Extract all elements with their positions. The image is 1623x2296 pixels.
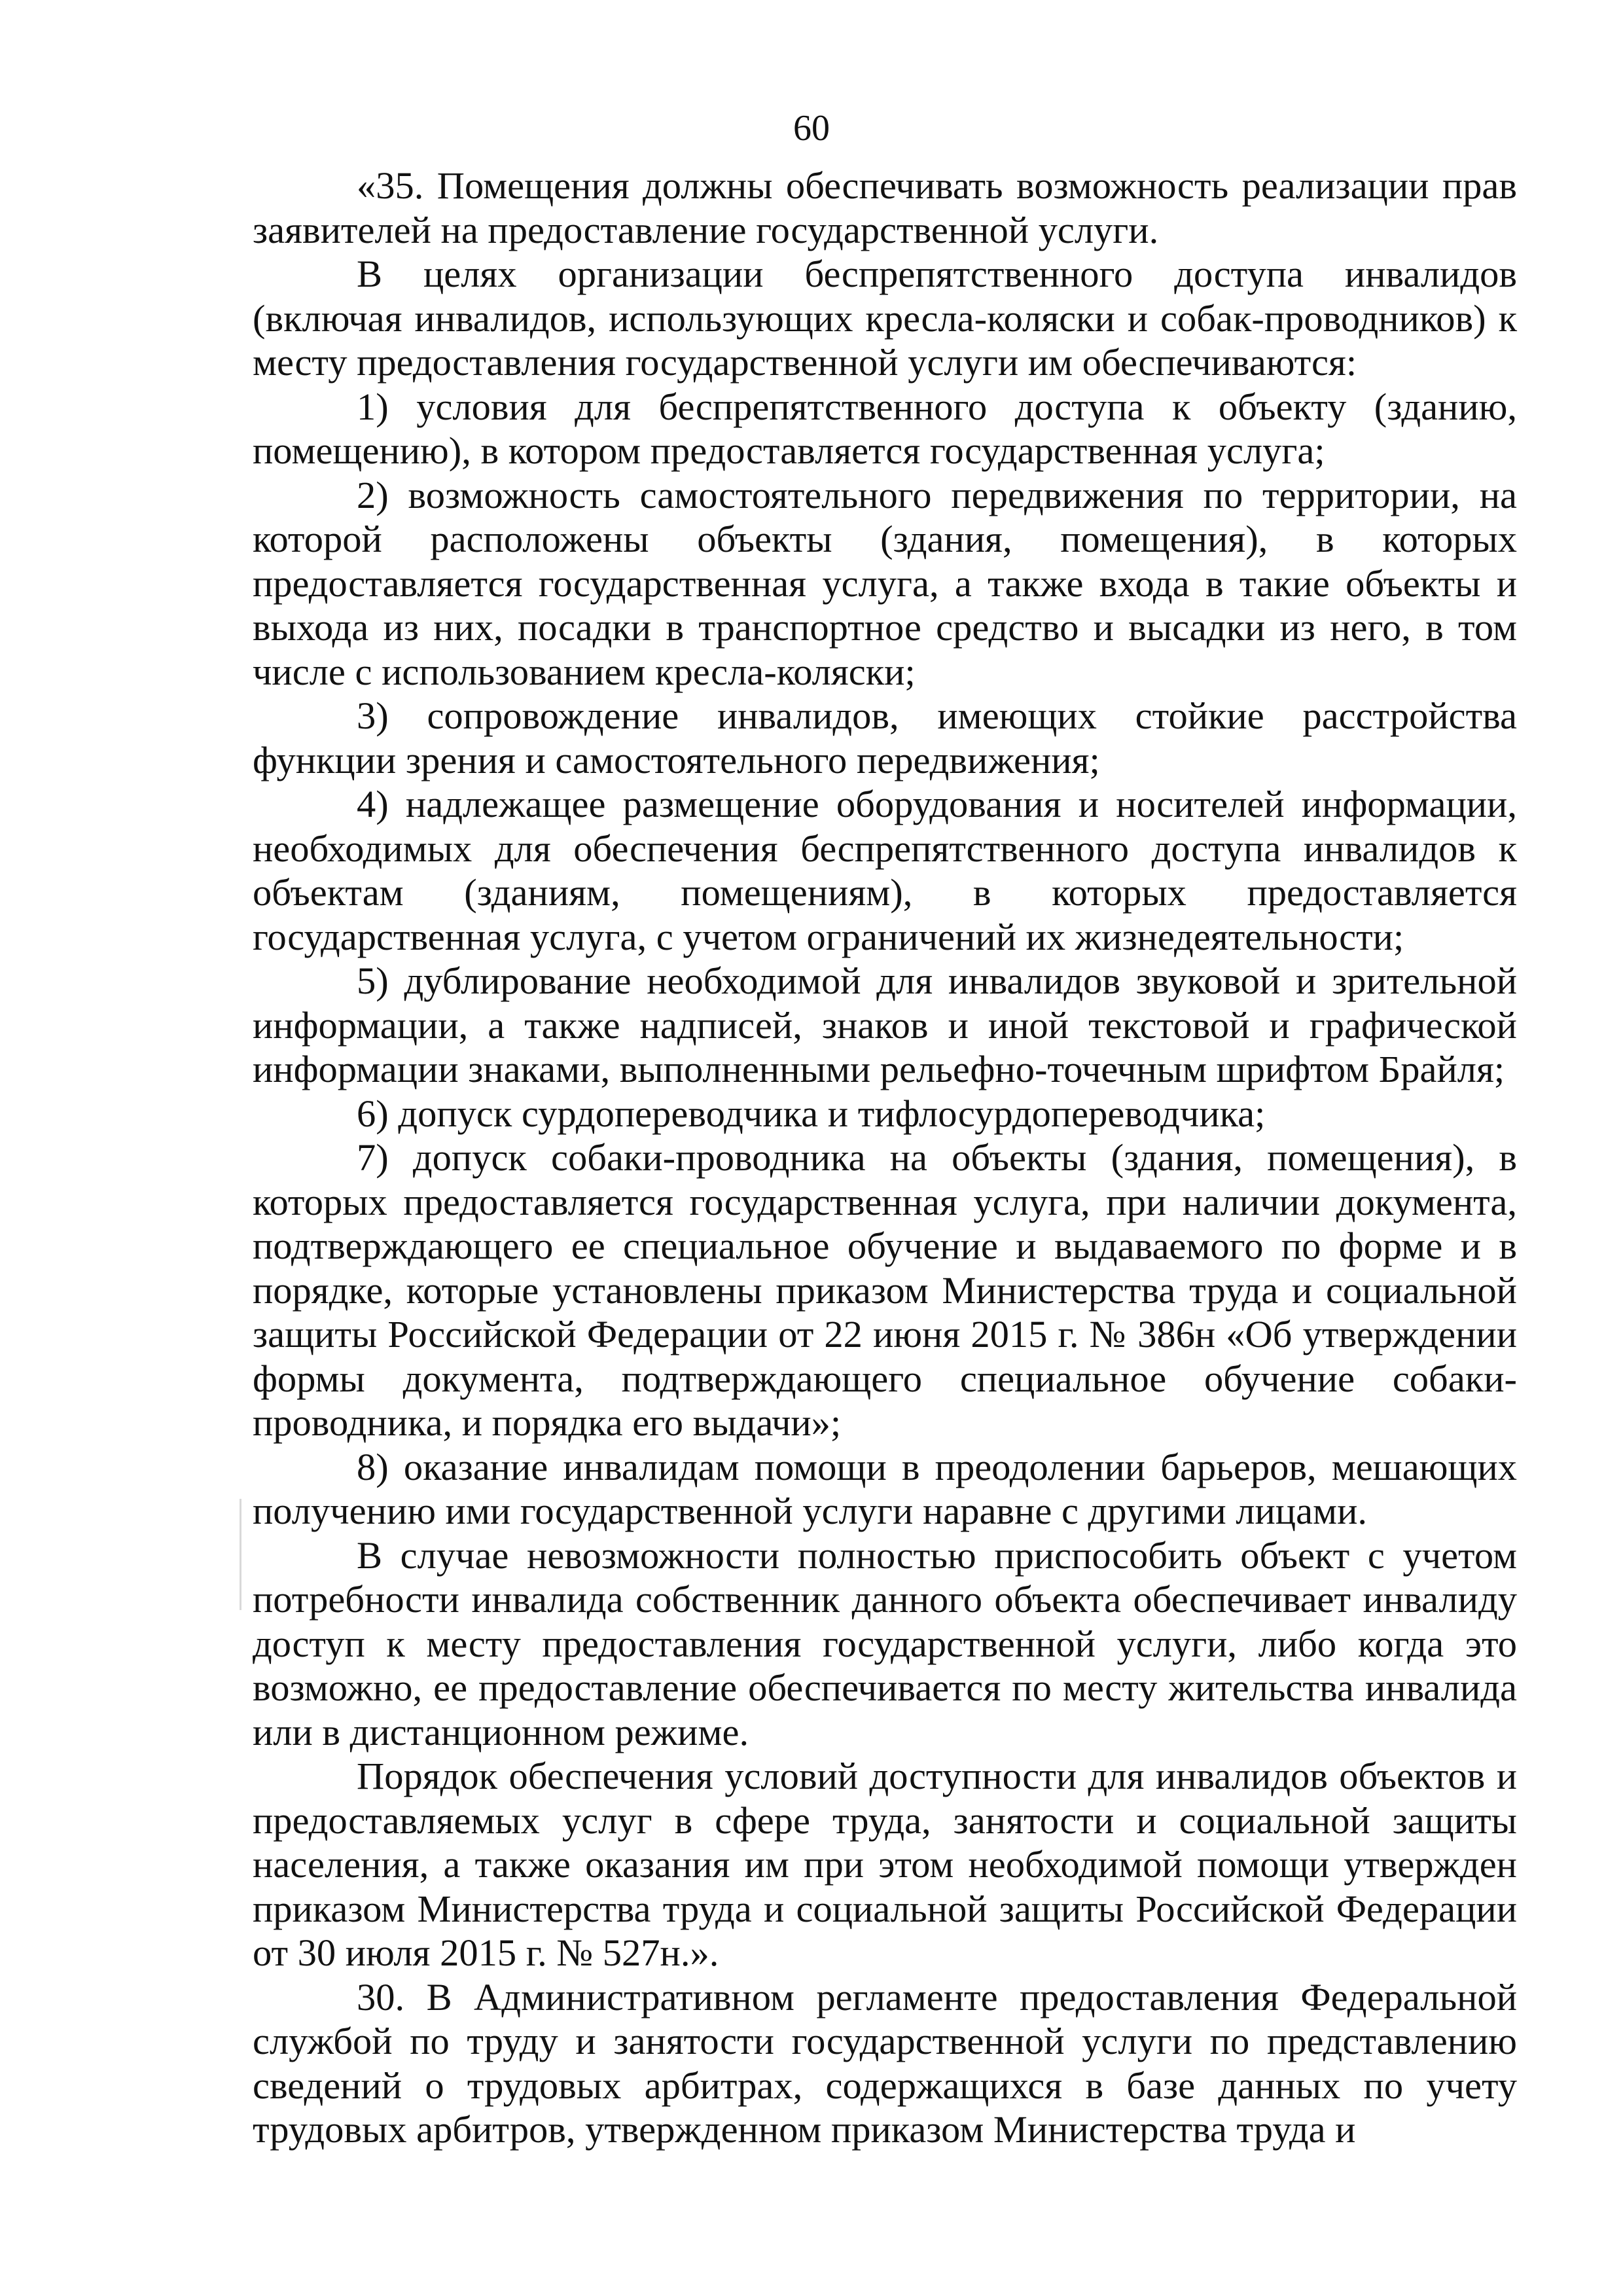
scan-margin-mark <box>240 1499 241 1610</box>
list-item-2: 2) возможность самостоятельного передвижения по территории, на которой расположены объекты (здания, помещения), в которых предоставляется государственная услуга, а также входа в такие объекты и выхода из них, посадки в транспортное средство и высадки из него, в том числе с использованием кресла-коляски; <box>253 473 1517 693</box>
list-item-5: 5) дублирование необходимой для инвалидов звуковой и зрительной информации, а также надписей, знаков и иной текстовой и графической информации знаками, выполненными рельефно-точечным шрифтом Брайля; <box>253 960 1517 1090</box>
page-number: 60 <box>793 108 830 149</box>
list-item-4: 4) надлежащее размещение оборудования и носителей информации, необходимых для обеспечения беспрепятственного доступа инвалидов к объектам (зданиям, помещениям), в которых предоставляется государственная услуга, с учетом ограничений их жизнедеятельности; <box>253 783 1517 958</box>
paragraph-approval-order: Порядок обеспечения условий доступности для инвалидов объектов и предоставляемых услуг в сфере труда, занятости и социальной защиты населения, а также оказания им при этом необходимой помощи утвержден приказом Министерства труда и социальной защиты Российской Федерации от 30 июля 2015 г. № 527н.». <box>253 1755 1517 1974</box>
paragraph-item-30: 30. В Административном регламенте предоставления Федеральной службой по труду и занятости государственной услуги по представлению сведений о трудовых арбитрах, содержащихся в базе данных по учету трудовых арбитров, утвержденном приказом Министерства труда и <box>253 1975 1517 2151</box>
paragraph-item-35-intro: «35. Помещения должны обеспечивать возможность реализации прав заявителей на предоставление государственной услуги. <box>253 164 1517 251</box>
paragraph-accessibility-purpose: В целях организации беспрепятственного доступа инвалидов (включая инвалидов, использующих кресла-коляски и собак-проводников) к месту предоставления государственной услуги им обеспечиваются: <box>253 253 1517 384</box>
list-item-3: 3) сопровождение инвалидов, имеющих стойкие расстройства функции зрения и самостоятельного передвижения; <box>253 694 1517 781</box>
document-body <box>253 164 1517 2152</box>
list-item-8: 8) оказание инвалидам помощи в преодолении барьеров, мешающих получению ими государственной услуги наравне с другими лицами. <box>253 1445 1517 1532</box>
paragraph-owner-obligation: В случае невозможности полностью приспособить объект с учетом потребности инвалида собственник данного объекта обеспечивает инвалиду доступ к месту предоставления государственной услуги, либо когда это возможно, ее предоставление обеспечивается по месту жительства инвалида или в дистанционном режиме. <box>253 1534 1517 1753</box>
list-item-1: 1) условия для беспрепятственного доступа к объекту (зданию, помещению), в котором предоставляется государственная услуга; <box>253 385 1517 472</box>
list-item-6: 6) допуск сурдопереводчика и тифлосурдопереводчика; <box>357 1092 1266 1135</box>
list-item-7: 7) допуск собаки-проводника на объекты (здания, помещения), в которых предоставляется государственная услуга, при наличии документа, подтверждающего ее специальное обучение и выдаваемого по форме и в порядке, которые установлены приказом Министерства труда и социальной защиты Российской Федерации от 22 июня 2015 г. № 386н «Об утверждении формы документа, подтверждающего специальное обучение собаки-проводника, и порядка его выдачи»; <box>253 1136 1517 1444</box>
